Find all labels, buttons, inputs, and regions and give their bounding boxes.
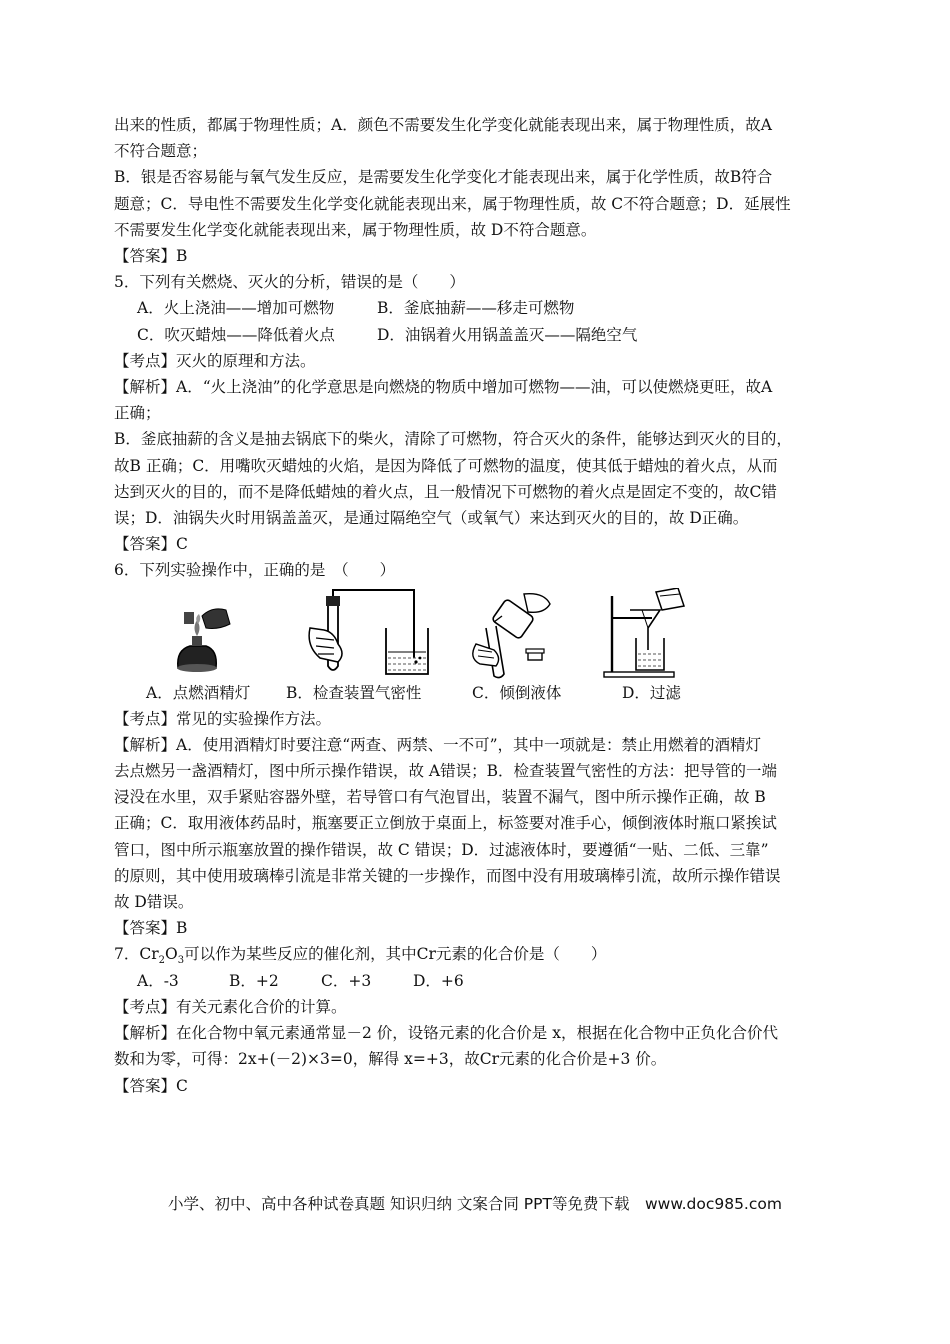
- q7-rest: 可以作为某些反应的催化剂，其中Cr元素的化合价是（ ）: [184, 945, 607, 964]
- jiexi-line: 数和为零，可得：2x+(－2)×3=0，解得 x=+3，故Cr元素的化合价是+3 价。: [114, 1050, 667, 1069]
- jiexi-line: 【解析】A．使用酒精灯时要注意“两查、两禁、一不可”，其中一项就是：禁止用燃着的酒精灯: [114, 735, 762, 754]
- option-d: D．油锅着火用锅盖盖灭——隔绝空气: [377, 325, 638, 344]
- jiexi-line: 管口，图中所示瓶塞放置的操作错误，故 C 错误；D．过滤液体时，要遵循“一贴、二低、三靠”: [114, 840, 769, 859]
- jiexi-line: 误；D．油锅失火时用锅盖盖灭，是通过隔绝空气（或氧气）来达到灭火的目的，故 D正确。: [114, 509, 749, 528]
- option-c: C．吹灭蜡烛——降低着火点: [137, 325, 335, 344]
- text-line: 不符合题意；: [114, 142, 208, 161]
- caption-c: C．倾倒液体: [472, 683, 562, 702]
- answer-line: 【答案】C: [114, 535, 188, 554]
- jiexi-line: 正确；C．取用液体药品时，瓶塞要正立倒放于桌面上，标签要对准手心，倾倒液体时瓶口紧挨试: [114, 814, 777, 833]
- caption-a: A．点燃酒精灯: [146, 683, 251, 702]
- option-a: A．-3: [137, 971, 179, 990]
- jiexi-line: 达到灭火的目的，而不是降低蜡烛的着火点，且一般情况下可燃物的着火点是固定不变的，故C错: [114, 482, 777, 501]
- q7-mid: O: [165, 945, 178, 964]
- jiexi-line: 故 D错误。: [114, 893, 194, 912]
- kaodian-line: 【考点】常见的实验操作方法。: [114, 709, 332, 728]
- text-line: 不需要发生化学变化就能表现出来，属于物理性质，故 D不符合题意。: [114, 220, 597, 239]
- answer-line: 【答案】C: [114, 1076, 188, 1095]
- option-b: B．釜底抽薪——移走可燃物: [377, 299, 575, 318]
- option-d: D．+6: [413, 971, 464, 990]
- question-7: [114, 941, 840, 967]
- jiexi-line: B．釜底抽薪的含义是抽去锅底下的柴火，清除了可燃物，符合灭火的条件，能够达到灭火的目的，: [114, 430, 792, 449]
- question-6: 6．下列实验操作中，正确的是 （ ）: [114, 561, 396, 580]
- jiexi-line: 去点燃另一盏酒精灯，图中所示操作错误，故 A错误；B．检查装置气密性的方法：把导管的一端: [114, 762, 778, 781]
- pouring-figure: [466, 588, 556, 680]
- question-7-options: [114, 968, 840, 994]
- answer-line: 【答案】B: [114, 919, 188, 938]
- option-b: B．+2: [229, 971, 279, 990]
- kaodian-line: 【考点】灭火的原理和方法。: [114, 351, 316, 370]
- question-5: 5．下列有关燃烧、灭火的分析，错误的是（ ）: [114, 273, 465, 292]
- figure-captions: [114, 680, 840, 706]
- text-line: 出来的性质，都属于物理性质；A．颜色不需要发生化学变化就能表现出来，属于物理性质，故A: [114, 116, 772, 134]
- lab-figures: [114, 588, 840, 680]
- question-5-options-row-2: [114, 322, 840, 348]
- q7-prefix: 7．Cr: [114, 945, 159, 964]
- jiexi-line: 故B 正确；C．用嘴吹灭蜡烛的火焰，是因为降低了可燃物的温度，使其低于蜡烛的着火点，从而: [114, 456, 778, 475]
- jiexi-line: 【解析】在化合物中氧元素通常显－2 价，设铬元素的化合价是 x，根据在化合物中正负化合价代: [114, 1024, 778, 1043]
- kaodian-line: 【考点】有关元素化合价的计算。: [114, 997, 347, 1016]
- caption-b: B．检查装置气密性: [286, 683, 422, 702]
- question-5-options-row-1: [114, 295, 840, 321]
- airtightness-figure: [304, 588, 434, 680]
- jiexi-line: 正确；: [114, 404, 161, 423]
- answer-line: 【答案】B: [114, 247, 188, 266]
- filtration-figure: [600, 588, 700, 680]
- text-line: 题意；C．导电性不需要发生化学变化就能表现出来，属于物理性质，故 C不符合题意；D．延展性: [114, 194, 791, 213]
- jiexi-line: 的原则，其中使用玻璃棒引流是非常关键的一步操作，而图中没有用玻璃棒引流，故所示操作错误: [114, 866, 781, 885]
- option-a: A．火上浇油——增加可燃物: [137, 299, 335, 318]
- jiexi-line: 【解析】A．“火上浇油”的化学意思是向燃烧的物质中增加可燃物——油，可以使燃烧更旺，故A: [114, 378, 773, 397]
- page-footer: 小学、初中、高中各种试卷真题 知识归纳 文案合同 PPT等免费下载 www.doc985.com: [168, 1195, 782, 1213]
- caption-d: D．过滤: [622, 683, 681, 702]
- option-c: C．+3: [321, 971, 372, 990]
- q7-subscript-2: 3: [177, 955, 185, 967]
- document-page: [114, 112, 840, 1099]
- alcohol-lamp-figure: [168, 588, 238, 678]
- text-line: B．银是否容易能与氧气发生反应，是需要发生化学变化才能表现出来，属于化学性质，故B符合: [114, 168, 773, 187]
- q7-subscript-1: 2: [158, 955, 166, 967]
- jiexi-line: 浸没在水里，双手紧贴容器外壁，若导管口有气泡冒出，装置不漏气，图中所示操作正确，故 B: [114, 788, 766, 807]
